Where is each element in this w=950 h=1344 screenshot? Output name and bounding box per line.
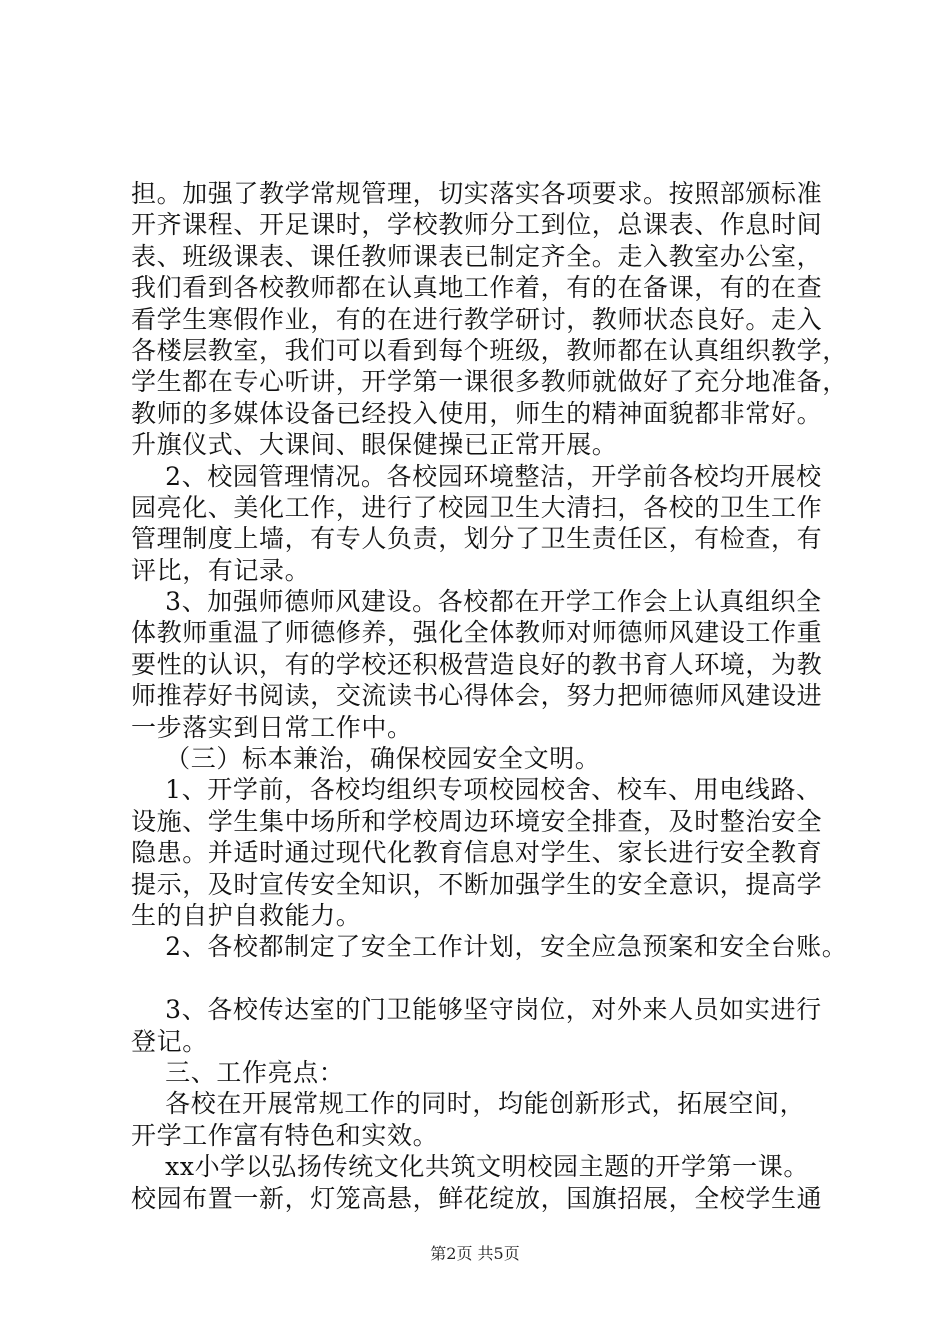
text-line: 要性的认识，有的学校还积极营造良好的教书育人环境，为教: [131, 649, 823, 679]
text-line: 校园布置一新，灯笼高悬，鲜花绽放，国旗招展，全校学生通: [131, 1183, 823, 1213]
text-line: 各楼层教室，我们可以看到每个班级，教师都在认真组织教学，: [131, 335, 848, 365]
text-line: 3、各校传达室的门卫能够坚守岗位，对外来人员如实进行: [131, 995, 822, 1025]
text-line: 各校在开展常规工作的同时，均能创新形式，拓展空间，: [131, 1089, 806, 1119]
text-line: 体教师重温了师德修养，强化全体教师对师德师风建设工作重: [131, 618, 823, 648]
text-line: 表、班级课表、课任教师课表已制定齐全。走入教室办公室，: [131, 241, 823, 271]
text-line: 开学工作富有特色和实效。: [131, 1120, 439, 1150]
text-line: 师推荐好书阅读，交流读书心得体会，努力把师德师风建设进: [131, 681, 823, 711]
text-line: 教师的多媒体设备已经投入使用，师生的精神面貌都非常好。: [131, 398, 823, 428]
text-line: 提示，及时宣传安全知识，不断加强学生的安全意识，提高学: [131, 869, 823, 899]
text-line: 1、开学前，各校均组织专项校园校舍、校车、用电线路、: [131, 775, 822, 805]
text-line: 2、各校都制定了安全工作计划，安全应急预案和安全台账。: [131, 932, 848, 962]
text-line: 学生都在专心听讲，开学第一课很多教师就做好了充分地准备，: [131, 367, 848, 397]
text-line: 升旗仪式、大课间、眼保健操已正常开展。: [131, 430, 618, 460]
section-heading: 三、工作亮点：: [131, 1057, 345, 1087]
text-line: 设施、学生集中场所和学校周边环境安全排查，及时整治安全: [131, 806, 823, 836]
page-number-footer: 第2页 共5页: [430, 1244, 520, 1263]
text-line: 评比，有记录。: [131, 555, 311, 585]
text-line: 园亮化、美化工作，进行了校园卫生大清扫，各校的卫生工作: [131, 492, 823, 522]
text-line: 生的自护自救能力。: [131, 900, 362, 930]
blank-line: [131, 963, 851, 994]
section-heading: （三）标本兼治，确保校园安全文明。: [131, 744, 601, 774]
text-line: 隐患。并适时通过现代化教育信息对学生、家长进行安全教育: [131, 838, 823, 868]
text-line: 登记。: [131, 1026, 208, 1056]
document-body: [131, 178, 851, 1214]
text-line: 3、加强师德师风建设。各校都在开学工作会上认真组织全: [131, 587, 822, 617]
text-line: 担。加强了教学常规管理，切实落实各项要求。按照部颁标准: [131, 179, 823, 208]
text-line: 我们看到各校教师都在认真地工作着，有的在备课，有的在查: [131, 273, 823, 303]
text-line: 开齐课程、开足课时，学校教师分工到位，总课表、作息时间: [131, 210, 823, 240]
text-line: 看学生寒假作业，有的在进行教学研讨，教师状态良好。走入: [131, 304, 823, 334]
text-line: 一步落实到日常工作中。: [131, 712, 413, 742]
text-line: 管理制度上墙，有专人负责，划分了卫生责任区，有检查，有: [131, 524, 823, 554]
text-line: xx小学以弘扬传统文化共筑文明校园主题的开学第一课。: [131, 1152, 809, 1182]
text-line: 2、校园管理情况。各校园环境整洁，开学前各校均开展校: [131, 461, 822, 491]
